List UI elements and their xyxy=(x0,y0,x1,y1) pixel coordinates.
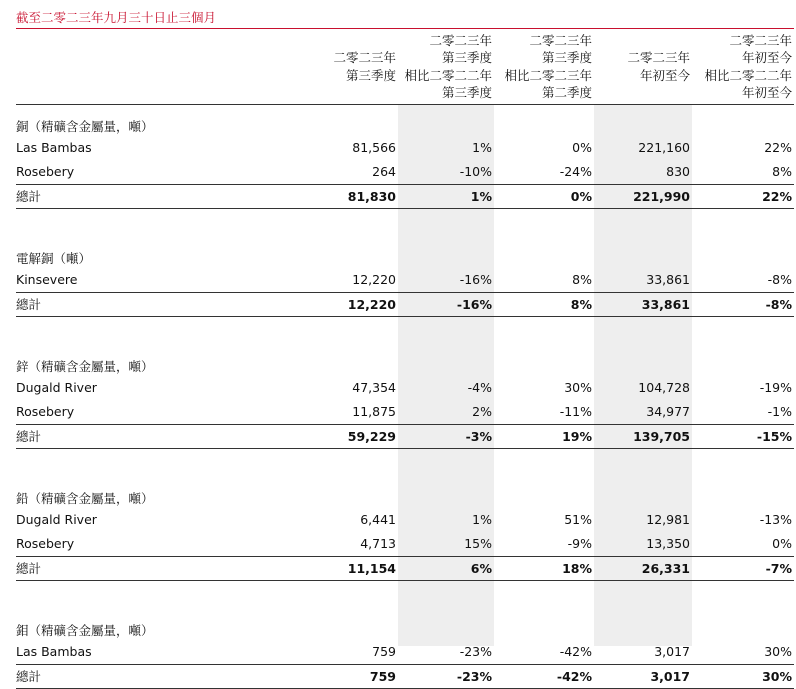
row-value-v3: 30% xyxy=(564,379,592,395)
row-label: Dugald River xyxy=(16,511,97,527)
header-line: 相比二零二二年 xyxy=(704,67,792,83)
total-value-v1: 81,830 xyxy=(201,184,398,208)
row-value-v1: 6,441 xyxy=(360,511,396,527)
table-row xyxy=(16,508,794,532)
header-line: 二零二三年 xyxy=(529,32,592,48)
row-value-v1: 759 xyxy=(372,643,396,659)
row-value-v4: 34,977 xyxy=(646,403,690,419)
row-value-v1: 81,566 xyxy=(352,139,396,155)
total-label: 總計 xyxy=(16,424,201,448)
row-value-v2: -23% xyxy=(459,643,492,659)
total-row xyxy=(16,664,794,688)
header-line: 相比二零二二年 xyxy=(404,67,492,83)
page-title: 截至二零二三年九月三十日止三個月 xyxy=(16,8,794,29)
row-value-v5: 22% xyxy=(764,139,792,155)
row-value-v4: 12,981 xyxy=(646,511,690,527)
header-line: 二零二三年 xyxy=(333,50,396,65)
row-value-v1: 47,354 xyxy=(352,379,396,395)
total-value-v3: -42% xyxy=(494,664,594,688)
row-value-v1: 264 xyxy=(372,163,396,179)
row-label: Las Bambas xyxy=(16,139,92,155)
header-line: 年初至今 xyxy=(639,67,690,83)
table-row xyxy=(16,268,794,293)
row-value-v4: 221,160 xyxy=(638,139,690,155)
section-heading: 鋅（精礦含金屬量，噸） xyxy=(16,358,154,374)
table-row xyxy=(16,400,794,425)
header-ytd-vs-2022 xyxy=(692,30,794,104)
section-heading-row xyxy=(16,615,794,640)
section-heading-row xyxy=(16,111,794,136)
total-value-v3: 8% xyxy=(494,292,594,316)
row-value-v3: 0% xyxy=(572,139,592,155)
total-value-v5: -15% xyxy=(692,424,794,448)
row-value-v2: 2% xyxy=(472,403,492,419)
row-value-v2: -10% xyxy=(459,163,492,179)
header-line: 第三季度 xyxy=(541,50,592,65)
row-value-v4: 13,350 xyxy=(646,535,690,551)
section-spacer xyxy=(16,316,794,351)
total-value-v1: 11,154 xyxy=(201,556,398,580)
section-heading-row xyxy=(16,351,794,376)
total-value-v4: 3,017 xyxy=(594,664,692,688)
header-q3-2023 xyxy=(201,30,398,104)
report-page xyxy=(16,8,794,684)
total-value-v1: 12,220 xyxy=(201,292,398,316)
header-line xyxy=(201,84,396,102)
total-value-v4: 139,705 xyxy=(594,424,692,448)
header-line: 第三季度 xyxy=(345,67,396,83)
total-value-v2: 1% xyxy=(398,184,494,208)
header-q3-vs-q2-2023 xyxy=(494,30,594,104)
total-value-v5: -7% xyxy=(692,556,794,580)
total-value-v3: 0% xyxy=(494,184,594,208)
total-value-v5: 30% xyxy=(692,664,794,688)
section-heading-row xyxy=(16,483,794,508)
row-value-v2: 1% xyxy=(472,139,492,155)
total-value-v3: 18% xyxy=(494,556,594,580)
row-value-v1: 11,875 xyxy=(352,403,396,419)
row-value-v3: -11% xyxy=(559,403,592,419)
total-row xyxy=(16,556,794,580)
row-value-v4: 104,728 xyxy=(638,379,690,395)
row-label: Dugald River xyxy=(16,379,97,395)
table-row xyxy=(16,532,794,557)
header-line: 二零二三年 xyxy=(429,32,492,48)
total-label: 總計 xyxy=(16,556,201,580)
total-row xyxy=(16,292,794,316)
row-value-v2: -4% xyxy=(467,379,492,395)
section-heading-row xyxy=(16,243,794,268)
total-value-v4: 33,861 xyxy=(594,292,692,316)
table-row xyxy=(16,640,794,665)
section-heading: 鉬（精礦含金屬量，噸） xyxy=(16,622,154,638)
section-heading: 銅（精礦含金屬量，噸） xyxy=(16,118,154,134)
total-value-v2: 6% xyxy=(398,556,494,580)
section-spacer xyxy=(16,448,794,483)
total-value-v1: 59,229 xyxy=(201,424,398,448)
header-line: 二零二三年 xyxy=(729,32,792,48)
row-value-v3: 8% xyxy=(572,271,592,287)
row-label: Las Bambas xyxy=(16,643,92,659)
row-label: Kinsevere xyxy=(16,271,78,287)
header-q3-vs-q3-2022 xyxy=(398,30,494,104)
header-line: 年初至今 xyxy=(741,85,792,100)
section-heading: 電解銅（噸） xyxy=(16,250,92,266)
row-value-v3: 51% xyxy=(564,511,592,527)
header-line: 第二季度 xyxy=(541,85,592,100)
section-spacer xyxy=(16,580,794,615)
row-value-v2: 15% xyxy=(464,535,492,551)
production-table xyxy=(16,30,794,689)
total-value-v4: 221,990 xyxy=(594,184,692,208)
total-value-v2: -16% xyxy=(398,292,494,316)
row-value-v5: 30% xyxy=(764,643,792,659)
row-label: Rosebery xyxy=(16,535,75,551)
row-value-v4: 3,017 xyxy=(654,643,690,659)
header-line: 年初至今 xyxy=(741,50,792,65)
row-value-v1: 4,713 xyxy=(360,535,396,551)
header-line: 第三季度 xyxy=(441,85,492,100)
row-value-v4: 830 xyxy=(666,163,690,179)
header-line: 二零二三年 xyxy=(627,50,690,65)
header-ytd-2023 xyxy=(594,30,692,104)
section-heading: 鉛（精礦含金屬量，噸） xyxy=(16,490,154,506)
total-value-v2: -3% xyxy=(398,424,494,448)
header-label-cell xyxy=(16,30,201,104)
table-body xyxy=(16,104,794,688)
row-value-v5: -13% xyxy=(759,511,792,527)
total-label: 總計 xyxy=(16,292,201,316)
row-value-v5: 8% xyxy=(772,163,792,179)
header-line: 第三季度 xyxy=(441,50,492,65)
total-value-v1: 759 xyxy=(201,664,398,688)
table-row xyxy=(16,136,794,160)
header-line: 相比二零二三年 xyxy=(504,67,592,83)
row-label: Rosebery xyxy=(16,163,75,179)
row-label: Rosebery xyxy=(16,403,75,419)
row-value-v3: -24% xyxy=(559,163,592,179)
row-value-v5: 0% xyxy=(772,535,792,551)
row-value-v5: -8% xyxy=(767,271,792,287)
table-row xyxy=(16,160,794,185)
section-spacer xyxy=(16,208,794,243)
total-value-v4: 26,331 xyxy=(594,556,692,580)
total-row xyxy=(16,424,794,448)
total-value-v5: -8% xyxy=(692,292,794,316)
row-value-v5: -19% xyxy=(759,379,792,395)
total-row xyxy=(16,184,794,208)
row-value-v2: -16% xyxy=(459,271,492,287)
table-header-row xyxy=(16,30,794,104)
total-label: 總計 xyxy=(16,184,201,208)
total-label: 總計 xyxy=(16,664,201,688)
row-value-v3: -9% xyxy=(567,535,592,551)
header-line xyxy=(594,84,690,102)
table-row xyxy=(16,376,794,400)
row-value-v4: 33,861 xyxy=(646,271,690,287)
row-value-v3: -42% xyxy=(559,643,592,659)
row-value-v5: -1% xyxy=(767,403,792,419)
total-value-v3: 19% xyxy=(494,424,594,448)
row-value-v1: 12,220 xyxy=(352,271,396,287)
row-value-v2: 1% xyxy=(472,511,492,527)
total-value-v2: -23% xyxy=(398,664,494,688)
total-value-v5: 22% xyxy=(692,184,794,208)
